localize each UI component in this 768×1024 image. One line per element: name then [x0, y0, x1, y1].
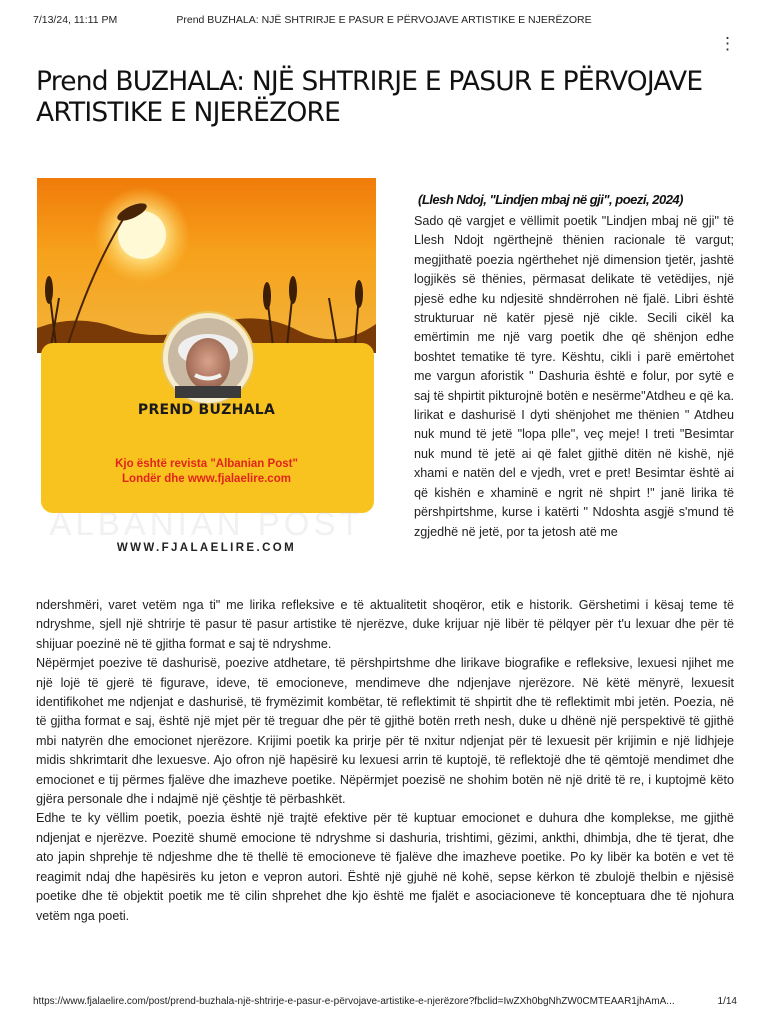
article-body — [36, 596, 734, 926]
article-column-text — [414, 212, 734, 542]
page-number: 1/14 — [717, 996, 737, 1007]
author-name: PREND BUZHALA — [137, 402, 276, 418]
print-doc-title: Prend BUZHALA: NJË SHTRIRJE E PASUR E PËRVOJAVE ARTISTIKE E NJERËZORE — [176, 14, 592, 26]
article-subtitle: (Llesh Ndoj, "Lindjen mbaj në gji", poezi, 2024) — [418, 192, 683, 207]
article-title: Prend BUZHALA: NJË SHTRIRJE E PASUR E PËRVOJAVE ARTISTIKE E NJERËZORE — [36, 66, 703, 128]
print-datetime: 7/13/24, 11:11 PM — [33, 14, 118, 26]
more-vert-icon[interactable]: ⋮ — [719, 34, 736, 53]
magazine-caption — [37, 457, 376, 487]
cover-website: WWW.FJALAELIRE.COM — [116, 542, 297, 554]
watermark: ALBANIAN POST — [49, 505, 364, 542]
paragraph-1-start: Sado që vargjet e vëllimit poetik "Lindjen mbaj në gji" të Llesh Ndojt ngërthejnë thënien racionale të vargut; megjithatë poezia ngërthehet një dimension tjetër, jashtë logjikës së thënies, përmasat delikate të vetëdijes, një pjesë edhe ku ndjesitë shndërrohen në fjalë. Libri është strukturuar në katër pjesë një cikle. Secili cikël ka emërtimin me një varg poetik dhe që shënjon edhe boshtet tematike të tyre. Kështu, cikli i parë emërtohet me vargun aforistik " Dashuria është e folur, por sytë e saj të shpirtit pikturojnë botën e nesërme"Atdheu e që ka. lirikat e dashurisë I dyti shënjohet me thënien " Atdheu nuk mund të jetë "lopa plle", veç meje! I treti "Besimtar nuk mund të jetë ai që falet gjithë ditën në kishë, një xhami e natën del e vjedh, vret e pret! Besimtar është ai që kishën e xhaminë e ngrit në shpirt !" janë lirika të përshpirtshme, kurse i katërti " Ndoshta asgjë s'mund të zgjedhë në jetë, por ta jetosh atë me — [414, 214, 734, 539]
paragraph-3: Edhe te ky vëllim poetik, poezia është një trajtë efektive për të kuptuar emocionet e duhura dhe komplekse, me gjithë ndjenjat e njerëzve. Poezitë shumë emocione të ndryshme si dashuria, trishtimi, gëzimi, ankthi, dhimbja, dhe të tjerat, dhe ato japin shprehje të ndjeshme dhe të thellë të emocioneve të fjalëve dhe imazheve poetike. Po ky libër ka botën e vet të reagimit ndaj dhe hapësirës ku jeton e vepron autori. Është një gjuhë në kohë, sepse kërkon të zbulojë thelbin e njësisë poetike dhe të objektit poetik me të cilin shprehet dhe kjo është me fjalët e asociacioneve të konceptuara dhe të njohura vetëm nga poeti. — [36, 811, 734, 923]
book-cover-image — [37, 178, 376, 579]
page-url-link[interactable]: https://www.fjalaelire.com/post/prend-buzhala-një-shtrirje-e-pasur-e-përvojave-artistike-e-njerëzore?fbclid=IwZXh0bgNhZW0CMTEAAR1jhAmA... — [33, 996, 675, 1007]
paragraph-2: Nëpërmjet poezive të dashurisë, poezive atdhetare, të përshpirtshme dhe lirikave biografike e refleksive, lexuesi njihet me një lojë të gjerë të figurave, ideve, të emocioneve, mendimeve dhe ndjenjave njerëzore. Në këtë mënyrë, lexuesit identifikohet me ndjenjat e dashurisë, të frymëzimit kombëtar, të reflektimit të shpirtit dhe të reflektimit mbi jetën. Poezia, në të gjitha format e saj, është një mjet për të treguar dhe për të gjithë botën rreth nesh, duke u dhënë një perspektivë të gjithë mbi natyrën dhe emocionet njerëzore. Krijimi poetik ka prirje për të nxitur ndjenjat për të lexuesit për krijimin e një lidhjeje midis shkrimtarit dhe lexuesve. Ajo ofron një hapësirë ku lexuesi arrin të kuptojë, të reflektojë dhe të qëmtojë mendimet dhe emocionet e tij përmes fjalëve dhe imazheve poetike. Nëpërmjet poezisë ne shohim botën në një dritë të re, i kuptojmë këto gjëra personale dhe i ndajmë një çështje të përbashkët. — [36, 656, 734, 807]
magazine-line-2: Londër dhe www.fjalaelire.com — [122, 473, 291, 485]
magazine-line-1: Kjo është revista "Albanian Post" — [115, 458, 298, 470]
paragraph-1-end: ndershmëri, varet vetëm nga ti" me lirika refleksive e të aktualitetit shoqëror, etik e historik. Gërshetimi i kësaj teme të ndryshme, sjell një shtrirje të pasur të pasur artistike të njerëzve, duke krijuar një libër të pëlqyer për t'u lexuar dhe për të shijuar poezinë në të gjitha format e saj të ndryshme. — [36, 598, 734, 651]
